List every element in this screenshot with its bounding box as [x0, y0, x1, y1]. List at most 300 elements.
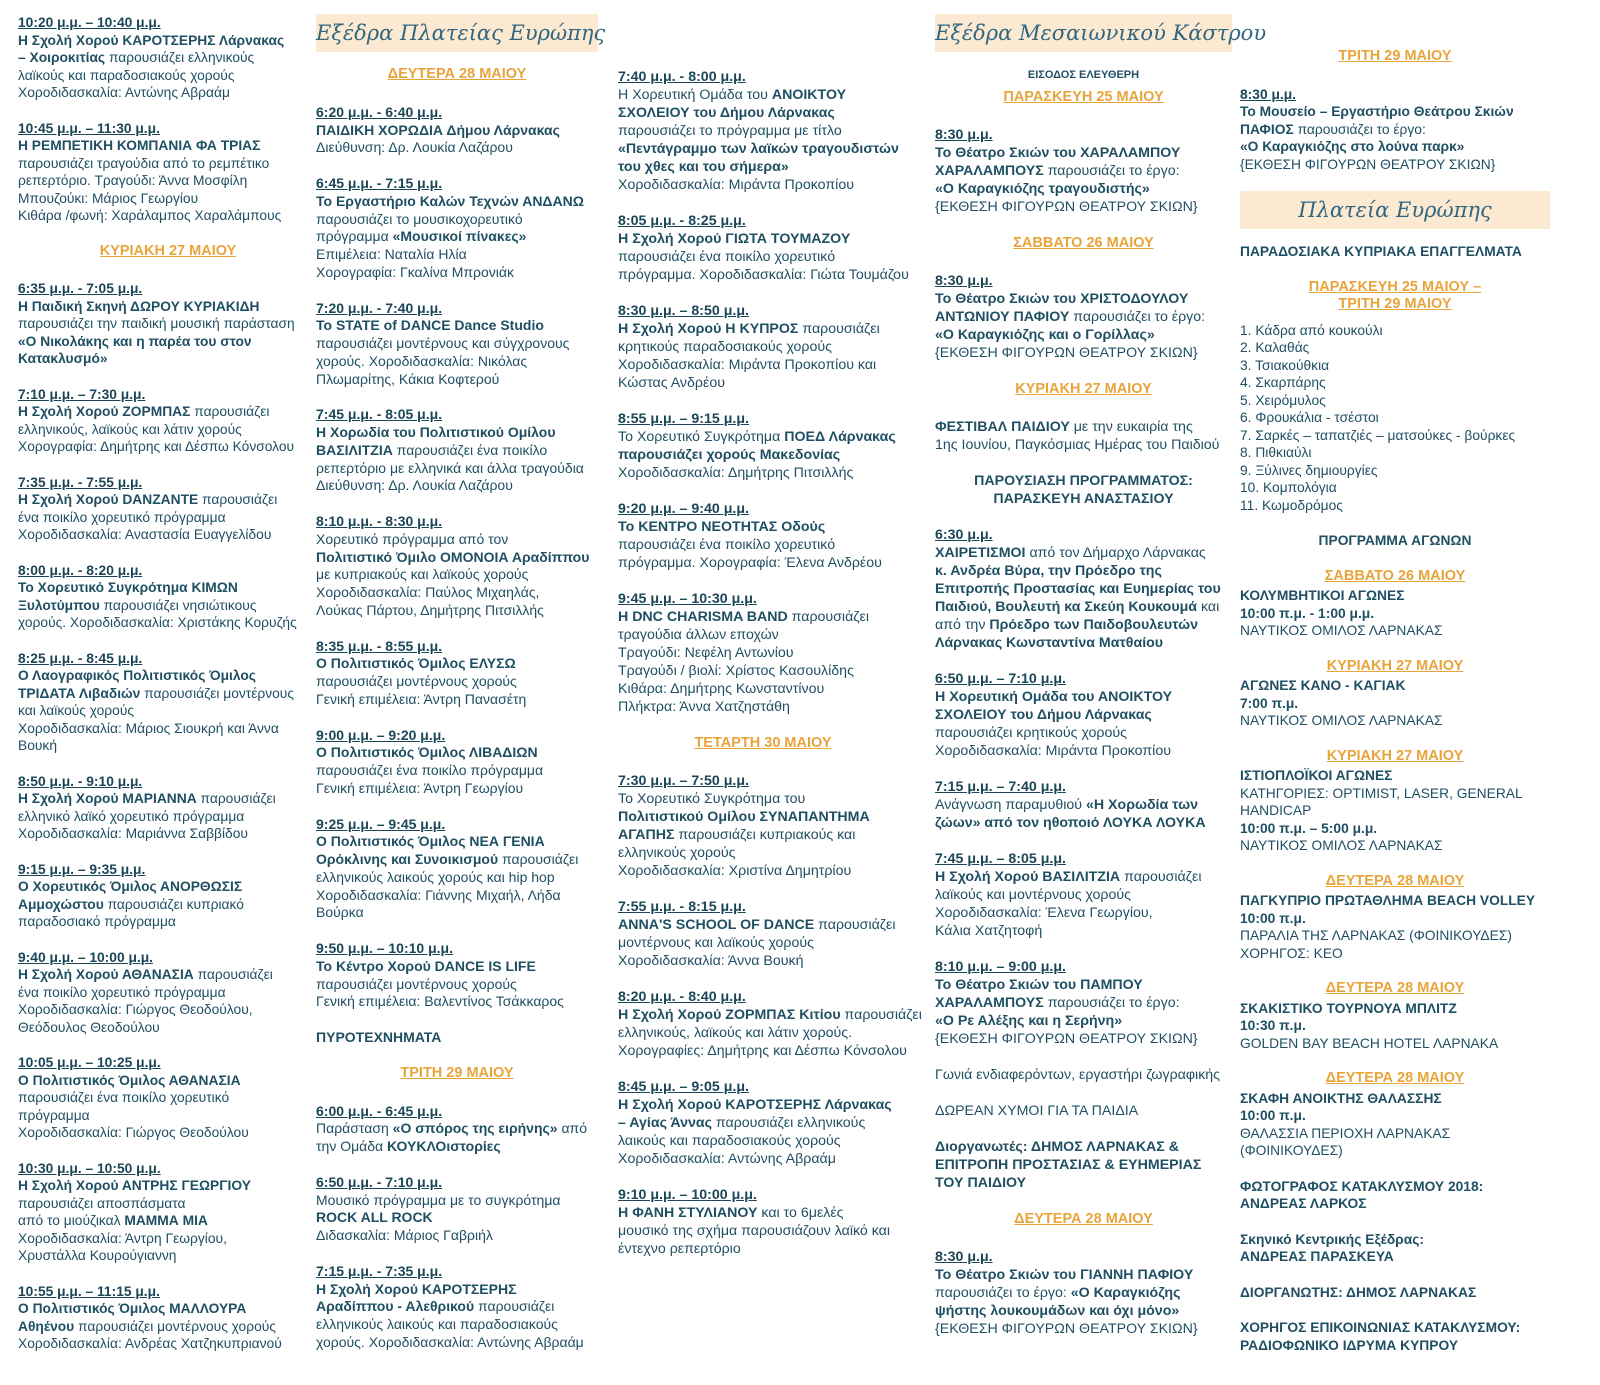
entry-line [1240, 892, 1550, 910]
entry-line [18, 120, 318, 138]
entry-line [618, 230, 908, 248]
entry-line [618, 1240, 908, 1258]
column-1 [18, 14, 318, 1371]
program-entry [618, 500, 908, 572]
entry-bold-text: ΑΓΩΝΕΣ ΚΑΝΟ - ΚΑΓΙΑΚ [1240, 678, 1406, 693]
entry-line [935, 1302, 1232, 1320]
entry-text: παρουσιάζει μοντέρνους χορούς [316, 975, 517, 992]
entry-bold-text: Η Σχολή Χορού ΚΑΡΟΤΣΕΡΗΣ Λάρνακας [618, 1097, 892, 1113]
entry-text: ρεπερτόριο. Τραγούδι: Άννα Μοσφίλη [18, 173, 248, 188]
crafts-list-item: 4. Σκαρπάρης [1240, 375, 1326, 390]
entry-line [316, 193, 598, 211]
entry-text: παρουσιάζει το έργο: [935, 1285, 1071, 1301]
entry-line [18, 808, 318, 826]
entry-bold-text: Ο Χορευτικός Όμιλος ΑΝΟΡΘΩΣΙΣ [18, 879, 243, 894]
program-entry [935, 670, 1232, 760]
program-entry [18, 1283, 318, 1353]
entry-line [18, 1089, 318, 1107]
entry-bold-text: Το Κέντρο Χορού DANCE IS LIFE [316, 957, 536, 974]
entry-time: 8:00 μ.μ. - 8:20 μ.μ. [18, 562, 143, 578]
entry-time: 6:00 μ.μ. - 6:45 μ.μ. [316, 1102, 443, 1119]
entry-time: 6:20 μ.μ. - 6:40 μ.μ. [316, 103, 443, 120]
entry-text: παρουσιάζει ελληνικούς [105, 50, 255, 65]
entry-text: Λούκας Πάρτου, Δημήτρης Πιτσιλλής [316, 601, 544, 618]
entry-text: παρουσιάζει αποσπάσματα [18, 1195, 186, 1211]
entry-line [935, 850, 1232, 868]
program-entry [935, 272, 1232, 362]
day-heading: ΔΕΥΤΕΡΑ 28 ΜΑΙΟΥ [1014, 1211, 1153, 1227]
entry-line [316, 246, 598, 264]
entry-text: Κώστας Ανδρέου [618, 375, 725, 391]
program-entry [316, 175, 598, 282]
entry-time: 6:50 μ.μ. - 7:10 μ.μ. [316, 1173, 443, 1190]
entry-time: 8:10 μ.μ. – 9:00 μ.μ. [935, 959, 1066, 975]
entry-text: {ΕΚΘΕΣΗ ΦΙΓΟΥΡΩΝ ΘΕΑΤΡΟΥ ΣΚΙΩΝ} [935, 345, 1198, 361]
program-entry [935, 958, 1232, 1048]
crafts-list-item: 5. Χειρόμυλος [1240, 392, 1326, 408]
column-5 [1240, 14, 1550, 1372]
entry-bold-text: ΣΧΟΛΕΙΟΥ του Δήμου Λάρνακας [935, 707, 1152, 723]
entry-bold-text: 7:00 π.μ. [1240, 695, 1299, 711]
entry-bold-text: ΒΑΣΙΛΙΤΖΙΑ [316, 441, 393, 458]
entry-text: ελληνικούς, λαϊκούς και λάτιν χορούς. [618, 1025, 853, 1041]
entry-bold-text: 10:00 π.μ. – 5:00 μ.μ. [1240, 820, 1378, 836]
program-entry [618, 1078, 908, 1168]
entry-line [316, 1298, 598, 1316]
entry-line [18, 1300, 318, 1318]
entry-line [316, 958, 598, 976]
program-entry [1240, 1319, 1550, 1354]
entry-text: Χοροδιδασκαλία: Μαριάννα Σαββίδου [18, 826, 248, 841]
entry-bold-text: Πολιτιστικού Ομίλου ΣΥΝΑΠΑΝΤΗΜΑ [618, 809, 870, 825]
entry-text: Βούρκα [316, 904, 364, 921]
column-3 [618, 14, 922, 1276]
entry-line [935, 418, 1232, 436]
entry-bold-text: Η Σχολή Χορού Η ΚΥΠΡΟΣ [618, 321, 799, 337]
entry-line [316, 1103, 598, 1121]
entry-text: (ΦΟΙΝΙΚΟΥΔΕΣ) [1240, 1143, 1343, 1158]
entry-line [18, 137, 318, 155]
entry-line [935, 1030, 1232, 1048]
entry-bold-text: ΤΡΙΔΑΤΑ Λιβαδιών [18, 685, 141, 701]
entry-line [1240, 86, 1550, 104]
entry-text: ρεπερτόριο με ελληνικά και άλλα τραγούδια [316, 459, 584, 476]
entry-time: 6:50 μ.μ. – 7:10 μ.μ. [935, 671, 1066, 687]
entry-line [18, 280, 318, 298]
entry-bold-text: Η Σχολή Χορού ΒΑΣΙΛΙΤΖΙΑ [935, 869, 1121, 885]
entry-bold-text: Ο Πολιτιστικός Όμιλος ΛΙΒΑΔΙΩΝ [316, 744, 538, 761]
date-range-line: ΤΡΙΤΗ 29 ΜΑΙΟΥ [1338, 296, 1452, 312]
entry-line [316, 335, 598, 353]
entry-line [618, 1132, 908, 1150]
entry-line [1240, 927, 1550, 945]
entry-line [935, 526, 1232, 544]
entry-line [618, 680, 908, 698]
entry-text: {ΕΚΘΕΣΗ ΦΙΓΟΥΡΩΝ ΘΕΑΤΡΟΥ ΣΚΙΩΝ} [935, 199, 1198, 215]
entry-line [618, 790, 908, 808]
entry-text: Διεύθυνση: Δρ. Λουκία Λαζάρου [316, 477, 513, 494]
entry-time: 8:55 μ.μ. – 9:15 μ.μ. [618, 411, 749, 427]
program-entry [618, 898, 908, 970]
entry-text: χορούς. Χοροδιδασκαλία: Νικόλας [316, 352, 528, 369]
entry-line [18, 790, 318, 808]
entry-line [18, 597, 318, 615]
entry-line [18, 49, 318, 67]
crafts-list-item: 7. Σαρκές – ταπατζιές – ματσούκες - βούρκες [1240, 427, 1516, 443]
entry-text: ένα ποικίλο χορευτικό πρόγραμμα [18, 509, 226, 525]
entry-line [18, 403, 318, 421]
entry-text: Χοροδιδασκαλία: Ανδρέας Χατζηκυπριανού [18, 1336, 282, 1351]
entry-line [1240, 785, 1550, 803]
entry-line [935, 688, 1232, 706]
entry-line [1240, 156, 1550, 174]
entry-text: Χορογραφίες: Δημήτρης και Δέσπω Κόνσολου [618, 1043, 907, 1059]
program-entry [316, 1263, 598, 1352]
entry-text: χορούς. Χοροδιδασκαλία: Αντώνης Αβραάμ [316, 1333, 584, 1350]
program-entry [618, 988, 922, 1060]
entry-line [316, 887, 598, 905]
entry-line [618, 410, 908, 428]
program-entry [18, 1054, 318, 1142]
entry-line [618, 626, 908, 644]
entry-bold-text: Ο Πολιτιστικός Όμιλος ΑΘΑΝΑΣΙΑ [18, 1072, 241, 1088]
program-entry [935, 850, 1232, 940]
entry-line [18, 1177, 318, 1195]
entry-line [18, 861, 318, 879]
entry-line [618, 898, 908, 916]
entry-text: {ΕΚΘΕΣΗ ΦΙΓΟΥΡΩΝ ΘΕΑΤΡΟΥ ΣΚΙΩΝ} [935, 1031, 1198, 1047]
entry-text: παρουσιάζει [798, 321, 880, 337]
program-entry [618, 1186, 908, 1258]
entry-bold-text: Η ΡΕΜΠΕΤΙΚΗ ΚΟΜΠΑΝΙΑ ΦΑ ΤΡΙΑΣ [18, 138, 261, 153]
entry-bold-text: «Η Χορωδία των [1085, 797, 1198, 813]
entry-line [1240, 1090, 1550, 1108]
program-entry [18, 650, 318, 755]
day-heading: ΚΥΡΙΑΚΗ 27 ΜΑΙΟΥ [99, 242, 237, 259]
entry-time: 8:50 μ.μ. - 9:10 μ.μ. [18, 773, 143, 789]
program-entry [1240, 1284, 1550, 1302]
program-entry [935, 778, 1232, 832]
entry-time: 7:55 μ.μ. - 8:15 μ.μ. [618, 899, 746, 915]
entry-time: 9:50 μ.μ. – 10:10 μ.μ. [316, 940, 453, 956]
entry-bold-text: Η Σχολή Χορού ΑΝΤΡΗΣ ΓΕΩΡΓΙΟΥ [18, 1178, 251, 1193]
entry-text: παρουσιάζει το έργο: [1043, 995, 1180, 1011]
program-entry [618, 772, 908, 880]
entry-line [935, 724, 1232, 742]
entry-line [18, 386, 318, 404]
entry-line [935, 580, 1232, 598]
entry-text: ΠΑΡΑΛΙΑ ΤΗΣ ΛΑΡΝΑΚΑΣ (ΦΟΙΝΙΚΟΥΔΕΣ) [1240, 928, 1512, 943]
entry-line [18, 720, 318, 738]
entry-text: Το Χορευτικό Συγκρότημα [618, 429, 785, 445]
entry-text: παρουσιάζει ένα ποικίλο χορευτικό [618, 249, 836, 265]
entry-line [316, 1120, 598, 1138]
entry-text: Μπουζούκι: Μάριος Γεωργίου [18, 190, 199, 206]
entry-text: {ΕΚΘΕΣΗ ΦΙΓΟΥΡΩΝ ΘΕΑΤΡΟΥ ΣΚΙΩΝ} [1240, 156, 1496, 172]
entry-line [18, 350, 318, 368]
entry-line [935, 886, 1232, 904]
day-heading: ΚΥΡΙΑΚΗ 27 ΜΑΙΟΥ [1326, 657, 1464, 674]
entry-line [18, 1054, 318, 1072]
free-entry-note: ΕΙΣΟΔΟΣ ΕΛΕΥΘΕΡΗ [1027, 69, 1140, 81]
entry-bold-text: ΑΝΔΡΕΑΣ ΛΑΡΚΟΣ [1240, 1196, 1367, 1211]
entry-line [18, 509, 318, 527]
entry-text: πρόγραμμα [18, 1107, 90, 1123]
entry-line [18, 685, 318, 703]
entry-line [18, 155, 318, 173]
program-entry [1240, 243, 1550, 261]
entry-line [18, 474, 318, 492]
entry-line [18, 966, 318, 984]
program-entry [935, 126, 1232, 216]
entry-line [618, 104, 908, 122]
entry-text: παρουσιάζει [1120, 869, 1202, 885]
entry-text: Η Χορευτική Ομάδα του [618, 87, 772, 103]
entry-bold-text: Η Σχολή Χορού ΚΑΡΟΤΣΕΡΗΣ Λάρνακας [18, 32, 285, 48]
entry-bold-text: «Πεντάγραμμο των λαϊκών τραγουδιστών [618, 141, 899, 157]
entry-line [935, 1012, 1232, 1030]
entry-text: παρουσιάζει το έργο: [1293, 121, 1426, 137]
entry-bold-text: ζώων» από τον ηθοποιό ΛΟΥΚΑ ΛΟΥΚΑ [935, 815, 1206, 831]
entry-text: ΝΑΥΤΙΚΟΣ ΟΜΙΛΟΣ ΛΑΡΝΑΚΑΣ [1240, 838, 1443, 853]
entry-line [618, 464, 908, 482]
entry-time: 9:45 μ.μ. – 10:30 μ.μ. [618, 591, 757, 607]
entry-text: παρουσιάζει [190, 404, 270, 419]
entry-text: πρόγραμμα. Χορογραφία: Έλενα Ανδρέου [618, 555, 882, 571]
venue-heading: Πλατεία Ευρώπης [1240, 191, 1550, 229]
entry-line [618, 862, 908, 880]
entry-text: Χορογραφία: Γκαλίνα Μπρονιάκ [316, 263, 514, 280]
program-entry [316, 638, 598, 709]
entry-text: Μουσικό πρόγραμμα με το συγκρότημα [316, 1191, 561, 1208]
entry-line [18, 438, 318, 456]
program-entry [618, 302, 908, 392]
entry-time: 7:45 μ.μ. – 8:05 μ.μ. [935, 851, 1066, 867]
entry-text: παραδοσιακό πρόγραμμα [18, 914, 176, 929]
program-entry [1240, 1231, 1550, 1266]
entry-line [316, 602, 598, 620]
entry-time: 7:15 μ.μ. - 7:35 μ.μ. [316, 1262, 443, 1279]
entry-text: Χοροδιδασκαλία: Άννα Βουκή [618, 953, 804, 969]
entry-bold-text: Διοργανωτές: ΔΗΜΟΣ ΛΑΡΝΑΚΑΣ & [935, 1139, 1180, 1155]
entry-text: παρουσιάζει ένα ποικίλο πρόγραμμα [316, 762, 544, 778]
entry-line [1240, 587, 1550, 605]
centered-heading-line: ΠΡΟΓΡΑΜΜΑ ΑΓΩΝΩΝ [1318, 533, 1472, 548]
entry-line [18, 1195, 318, 1213]
entry-line [1240, 103, 1550, 121]
entry-line [316, 1263, 598, 1281]
entry-text: GOLDEN BAY BEACH HOTEL ΛΑΡΝΑΚΑ [1240, 1035, 1499, 1051]
crafts-list [1240, 322, 1550, 515]
entry-bold-text: «Ο Καραγκιόζης τραγουδιστής» [935, 181, 1150, 197]
entry-bold-text: Η Σχολή Χορού ΖΟΡΜΠΑΣ [18, 404, 191, 419]
entry-line [316, 993, 598, 1011]
entry-bold-text: Το Θέατρο Σκιών του ΧΑΡΑΛΑΜΠΟΥ [935, 145, 1181, 161]
day-heading: ΤΡΙΤΗ 29 ΜΑΙΟΥ [1338, 48, 1452, 64]
entry-line [618, 86, 908, 104]
entry-text: Χοροδιδασκαλία: Μιράντα Προκοπίου [935, 743, 1171, 759]
entry-time: 8:35 μ.μ. - 8:55 μ.μ. [316, 637, 443, 654]
entry-line [618, 952, 908, 970]
entry-time: 7:30 μ.μ. – 7:50 μ.μ. [618, 773, 749, 789]
entry-line [18, 737, 318, 755]
entry-text: κρητικούς παραδοσιακούς χορούς [618, 339, 832, 355]
entry-line [618, 536, 908, 554]
entry-text: με την ευκαιρία της [1069, 419, 1193, 435]
entry-line [18, 878, 318, 896]
program-entry [1240, 587, 1550, 640]
entry-line [316, 211, 598, 229]
entry-line [935, 436, 1232, 454]
entry-bold-text: ΣΧΟΛΕΙΟΥ του Δήμου Λάρνακας [618, 105, 835, 121]
entry-line [316, 1316, 598, 1334]
entry-text: και [1197, 599, 1220, 615]
entry-text: Χοροδιδασκαλία: Γιώργος Θεοδούλου [18, 1125, 249, 1140]
entry-text: Ανάγνωση παραμυθιού [935, 797, 1086, 813]
entry-line [935, 162, 1232, 180]
entry-line [618, 644, 908, 662]
entry-line [935, 976, 1232, 994]
program-entry [316, 1174, 598, 1245]
day-heading: ΔΕΥΤΕΡΑ 28 ΜΑΙΟΥ [1325, 1070, 1465, 1086]
entry-line [18, 1212, 318, 1230]
entry-text: Πλήκτρα: Άννα Χατζηστάθη [618, 699, 790, 715]
entry-text: Γενική επιμέλεια: Βαλεντίνος Τσάκκαρος [316, 993, 564, 1010]
entry-bold-text: Πρόεδρο των Παιδοβουλευτών [989, 617, 1198, 633]
entry-line [18, 1283, 318, 1301]
entry-line [316, 976, 598, 994]
entry-text: Χοροδιδασκαλία: Δημήτρης Πιτσιλλής [618, 465, 854, 481]
entry-time: 10:05 μ.μ. – 10:25 μ.μ. [18, 1055, 161, 1070]
program-entry [18, 120, 318, 225]
entry-bold-text: ΠΥΡΟΤΕΧΝΗΜΑΤΑ [316, 1029, 442, 1045]
date-range-line: ΠΑΡΑΣΚΕΥΗ 25 ΜΑΙΟΥ – [1308, 278, 1482, 295]
entry-line [935, 1320, 1232, 1338]
entry-bold-text: Η DNC CHARISMA BAND [618, 609, 788, 625]
entry-line [935, 616, 1232, 634]
date-range-heading [1240, 279, 1550, 314]
entry-text: Χοροδιδασκαλία: Γιάννης Μιχαήλ, Λήδα [316, 886, 561, 903]
entry-line [316, 727, 598, 745]
entry-bold-text: Αραδίππου - Αλεθρικού [316, 1298, 475, 1315]
entry-bold-text: ΠΑΦΙΟΣ [1240, 121, 1294, 137]
entry-line [935, 272, 1232, 290]
entry-text: ελληνικό λαϊκό χορευτικό πρόγραμμα [18, 808, 245, 824]
entry-line [618, 1042, 908, 1060]
crafts-list-item: 2. Καλαθάς [1240, 340, 1310, 355]
entry-text: παρουσιάζει το μουσικοχορευτικό [316, 210, 523, 227]
entry-time: 8:30 μ.μ. [935, 1249, 993, 1265]
entry-bold-text: «Ο Καραγκιόζης και ο Γορίλλας» [935, 327, 1155, 343]
entry-line [618, 662, 908, 680]
entry-text: παρουσιάζει κυπριακό [103, 896, 244, 912]
entry-line [316, 762, 598, 780]
entry-bold-text: παρουσιάζει χορούς Μακεδονίας [618, 447, 841, 463]
program-entry [618, 410, 908, 482]
entry-line [316, 406, 598, 424]
entry-line [1240, 712, 1550, 730]
centered-heading [935, 472, 1232, 508]
entry-line [935, 922, 1232, 940]
entry-time: 10:30 μ.μ. – 10:50 μ.μ. [18, 1160, 161, 1176]
entry-time: 10:20 μ.μ. – 10:40 μ.μ. [18, 15, 161, 30]
entry-line [618, 1078, 908, 1096]
entry-bold-text: ΣΚΑΦΗ ΑΝΟΙΚΤΗΣ ΘΑΛΑΣΣΗΣ [1240, 1090, 1442, 1106]
entry-line [316, 104, 598, 122]
day-heading: ΣΑΒΒΑΤΟ 26 ΜΑΙΟΥ [1013, 235, 1154, 251]
entry-text: παρουσιάζει κυπριακούς και [674, 827, 856, 843]
venue-heading: Εξέδρα Μεσαιωνικού Κάστρου [935, 14, 1232, 52]
entry-bold-text: Ο Πολιτιστικός Όμιλος ΝΕΑ ΓΕΝΙΑ [316, 833, 545, 850]
entry-text: μοντέρνους και λαϊκούς χορούς [618, 935, 814, 951]
entry-text: ΘΑΛΑΣΣΙΑ ΠΕΡΙΟΧΗ ΛΑΡΝΑΚΑΣ [1240, 1125, 1451, 1141]
entry-line [316, 122, 598, 140]
entry-line [935, 814, 1232, 832]
entry-bold-text: 10:00 π.μ. [1240, 910, 1306, 926]
entry-line [1240, 802, 1550, 820]
entry-bold-text: ΕΠΙΤΡΟΠΗ ΠΡΟΣΤΑΣΙΑΣ & ΕΥΗΜΕΡΙΑΣ [935, 1157, 1202, 1173]
entry-bold-text: Η Παιδική Σκηνή ΔΩΡΟΥ ΚΥΡΙΑΚΙΔΗ [18, 298, 260, 314]
entry-line [1240, 1231, 1550, 1249]
entry-line [18, 614, 318, 632]
entry-text: Χρυστάλλα Κουρούγιαννη [18, 1248, 177, 1263]
entry-text: από το μιούζικαλ [18, 1213, 125, 1228]
entry-time: 10:55 μ.μ. – 11:15 μ.μ. [18, 1283, 160, 1299]
entry-text: ΝΑΥΤΙΚΟΣ ΟΜΙΛΟΣ ΛΑΡΝΑΚΑΣ [1240, 713, 1443, 728]
entry-line [1240, 1142, 1550, 1160]
entry-text: ένα ποικίλο χορευτικό πρόγραμμα [18, 984, 226, 1000]
entry-bold-text: ΠΑΡΑΔΟΣΙΑΚΑ ΚΥΠΡΙΑΚΑ ΕΠΑΓΓΕΛΜΑΤΑ [1240, 244, 1522, 259]
entry-line [316, 1227, 598, 1245]
entry-line [316, 1174, 598, 1192]
entry-text: ελληνικούς λαικούς χορούς και hip hop [316, 868, 555, 885]
entry-line [18, 949, 318, 967]
entry-line [18, 67, 318, 85]
entry-text: από την [935, 617, 990, 633]
entry-text: Διδασκαλία: Μάριος Γαβριήλ [316, 1227, 493, 1243]
entry-line [1240, 910, 1550, 928]
program-entry [316, 940, 598, 1011]
entry-bold-text: Η Σχολή Χορού ΜΑΡΙΑΝΝΑ [18, 791, 197, 806]
entry-bold-text: ΙΣΤΙΟΠΛΟΪΚΟΙ ΑΓΩΝΕΣ [1240, 768, 1393, 783]
entry-text: και λαϊκούς χορούς [18, 703, 135, 718]
venue-heading: Εξέδρα Πλατείας Ευρώπης [316, 14, 598, 52]
entry-text: ΚΑΤΗΓΟΡΙΕΣ: OPTIMIST, LASER, GENERAL [1240, 785, 1523, 801]
entry-time: 8:20 μ.μ. - 8:40 μ.μ. [618, 989, 746, 1005]
entry-line [18, 1072, 318, 1090]
entry-line [316, 549, 598, 567]
entry-text: HANDICAP [1240, 803, 1312, 818]
entry-line [316, 780, 598, 798]
day-heading: ΔΕΥΤΕΡΑ 28 ΜΑΙΟΥ [387, 66, 527, 82]
entry-line [618, 844, 908, 862]
program-entry [316, 104, 598, 157]
entry-time: 7:15 μ.μ. – 7:40 μ.μ. [935, 779, 1066, 795]
entry-line [316, 1029, 598, 1047]
entry-bold-text: ΡΑΔΙΟΦΩΝΙΚΟ ΙΔΡΥΜΑ ΚΥΠΡΟΥ [1240, 1337, 1459, 1353]
entry-line [618, 500, 908, 518]
entry-bold-text: Ξυλοτύμπου [18, 597, 100, 613]
entry-text: χορούς. Χοροδιδασκαλία: Χριστάκης Κορυζής [18, 615, 297, 630]
program-entry [935, 418, 1232, 454]
entry-time: 9:20 μ.μ. – 9:40 μ.μ. [618, 501, 749, 517]
entry-bold-text: Σκηνικό Κεντρικής Εξέδρας: [1240, 1231, 1424, 1247]
entry-line [1240, 820, 1550, 838]
entry-text: Κάλια Χατζητοφή [935, 923, 1043, 939]
entry-line [1240, 677, 1550, 695]
entry-line [316, 1138, 598, 1156]
entry-line [618, 1114, 908, 1132]
